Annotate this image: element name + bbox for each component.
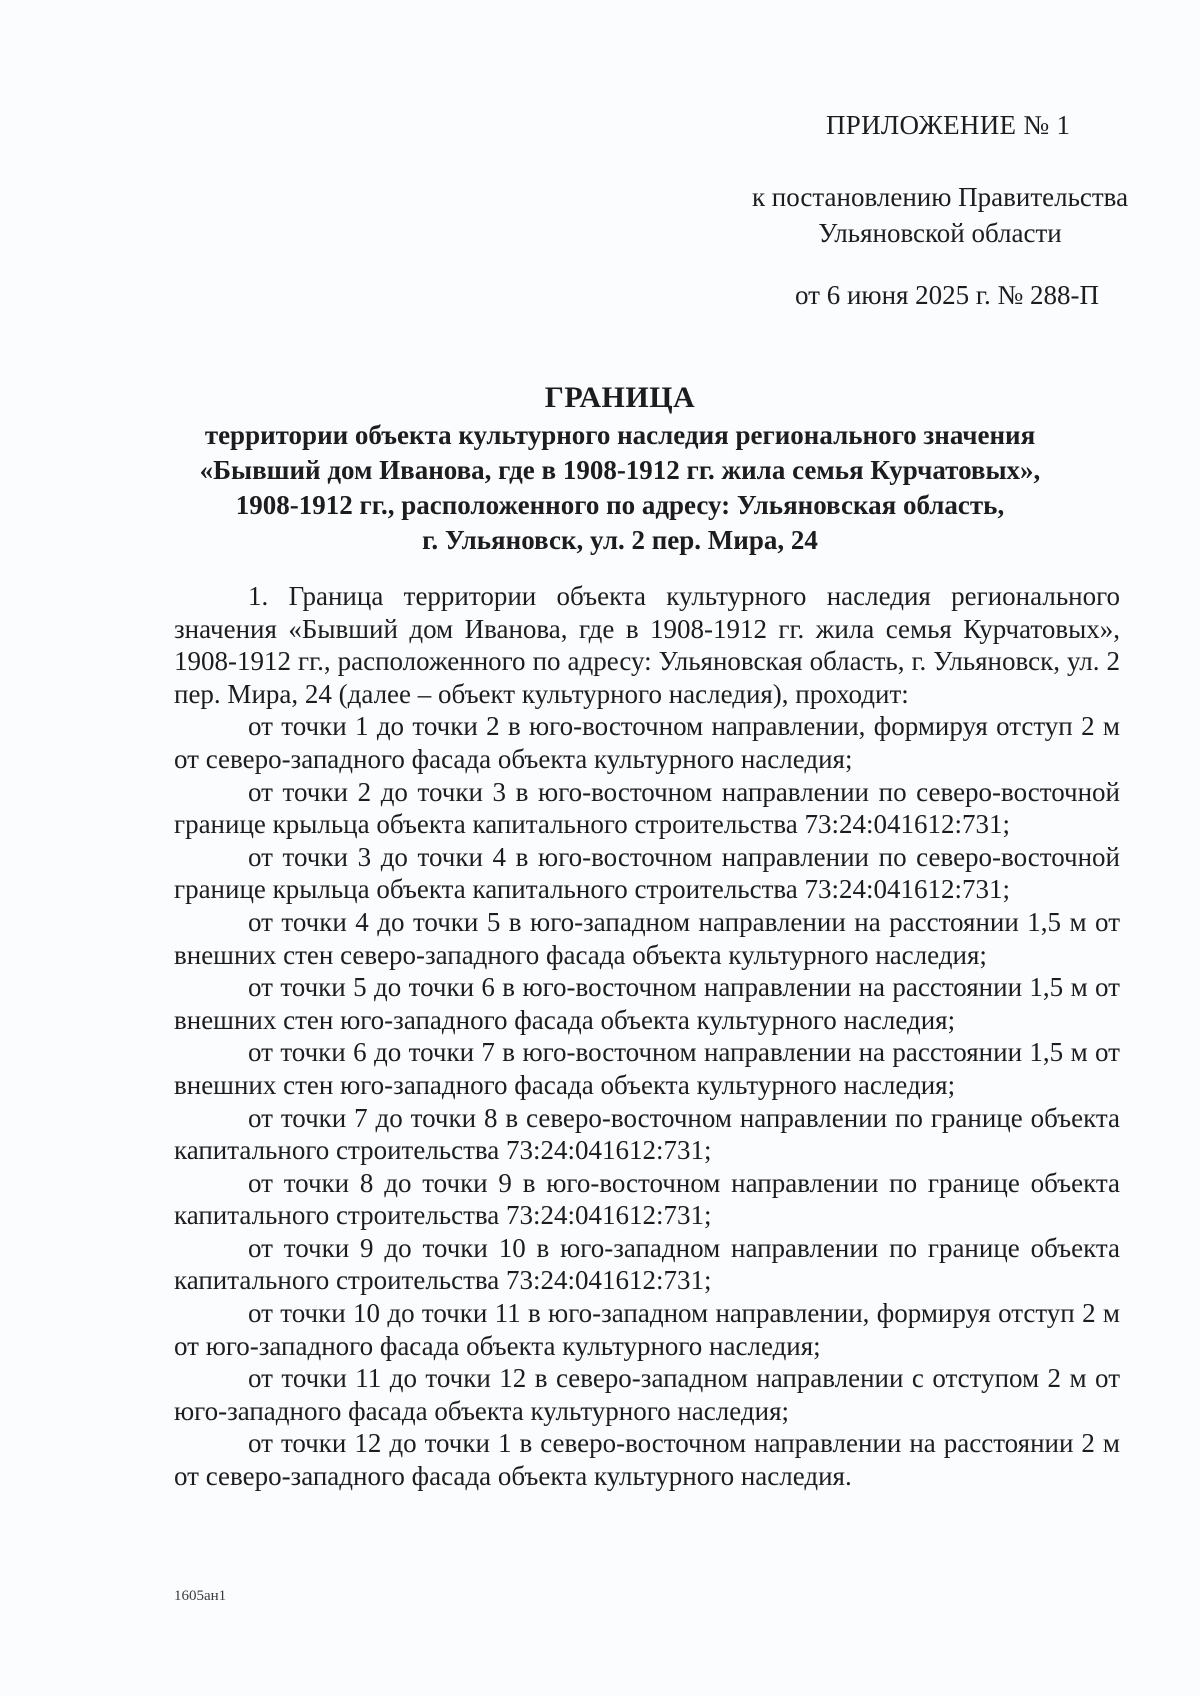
document-code: 1605ан1 xyxy=(174,1588,227,1604)
boundary-segment: от точки 10 до точки 11 в юго-западном направлении, формируя отступ 2 м от юго-западного фасада объекта культурного наследия; xyxy=(174,1298,1120,1361)
decree-reference xyxy=(750,179,1130,251)
title-line: территории объекта культурного наследия регионального значения xyxy=(204,420,1036,450)
decree-date: от 6 июня 2025 г. № 288-П xyxy=(795,280,1099,310)
title-line: г. Ульяновск, ул. 2 пер. Мира, 24 xyxy=(422,525,818,555)
document-body xyxy=(174,580,1120,1493)
boundary-segment: от точки 12 до точки 1 в северо-восточном направлении на расстоянии 2 м от северо-западного фасада объекта культурного наследия. xyxy=(174,1428,1120,1492)
annex-number: ПРИЛОЖЕНИЕ № 1 xyxy=(826,110,1071,140)
document-title xyxy=(160,378,1080,558)
boundary-segment: от точки 2 до точки 3 в юго-восточном направлении по северо-восточной границе крыльца объекта капитального строительства 73:24:041612:731; xyxy=(174,776,1120,840)
boundary-segment: от точки 1 до точки 2 в юго-восточном направлении, формируя отступ 2 м от северо-западного фасада объекта культурного наследия; xyxy=(174,711,1120,774)
boundary-segment: от точки 8 до точки 9 в юго-восточном направлении по границе объекта капитального строительства 73:24:041612:731; xyxy=(174,1167,1120,1231)
boundary-segment: от точки 7 до точки 8 в северо-восточном направлении по границе объекта капитального строительства 73:24:041612:731; xyxy=(174,1102,1120,1166)
title-line: 1908-1912 гг., расположенного по адресу: Ульяновская область, xyxy=(235,490,1005,520)
boundary-segment: от точки 5 до точки 6 в юго-восточном направлении на расстоянии 1,5 м от внешних стен юго-западного фасада объекта культурного наследия; xyxy=(174,972,1120,1035)
boundary-segment: от точки 11 до точки 12 в северо-западном направлении с отступом 2 м от юго-западного фасада объекта культурного наследия; xyxy=(174,1363,1120,1426)
decree-reference-line: к постановлению Правительства xyxy=(751,182,1129,212)
title-heading: ГРАНИЦА xyxy=(544,381,696,414)
intro-paragraph: 1. Граница территории объекта культурного наследия регионального значения «Бывший дом Иванова, где в 1908-1912 гг. жила семья Курчатовых», 1908-1912 гг., расположенного по адресу: Ульяновская область, г. Ульяновск, ул. 2 пер. Мира, 24 (далее – объект культурного наследия), проходит: xyxy=(174,581,1120,709)
boundary-segment: от точки 3 до точки 4 в юго-восточном направлении по северо-восточной границе крыльца объекта капитального строительства 73:24:041612:731; xyxy=(174,841,1120,905)
boundary-segment: от точки 9 до точки 10 в юго-западном направлении по границе объекта капитального строительства 73:24:041612:731; xyxy=(174,1232,1120,1296)
title-line: «Бывший дом Иванова, где в 1908-1912 гг. жила семья Курчатовых», xyxy=(199,455,1041,485)
boundary-segment: от точки 4 до точки 5 в юго-западном направлении на расстоянии 1,5 м от внешних стен северо-западного фасада объекта культурного наследия; xyxy=(174,906,1120,970)
boundary-segment: от точки 6 до точки 7 в юго-восточном направлении на расстоянии 1,5 м от внешних стен юго-западного фасада объекта культурного наследия; xyxy=(174,1037,1120,1100)
decree-reference-line: Ульяновской области xyxy=(818,218,1062,248)
